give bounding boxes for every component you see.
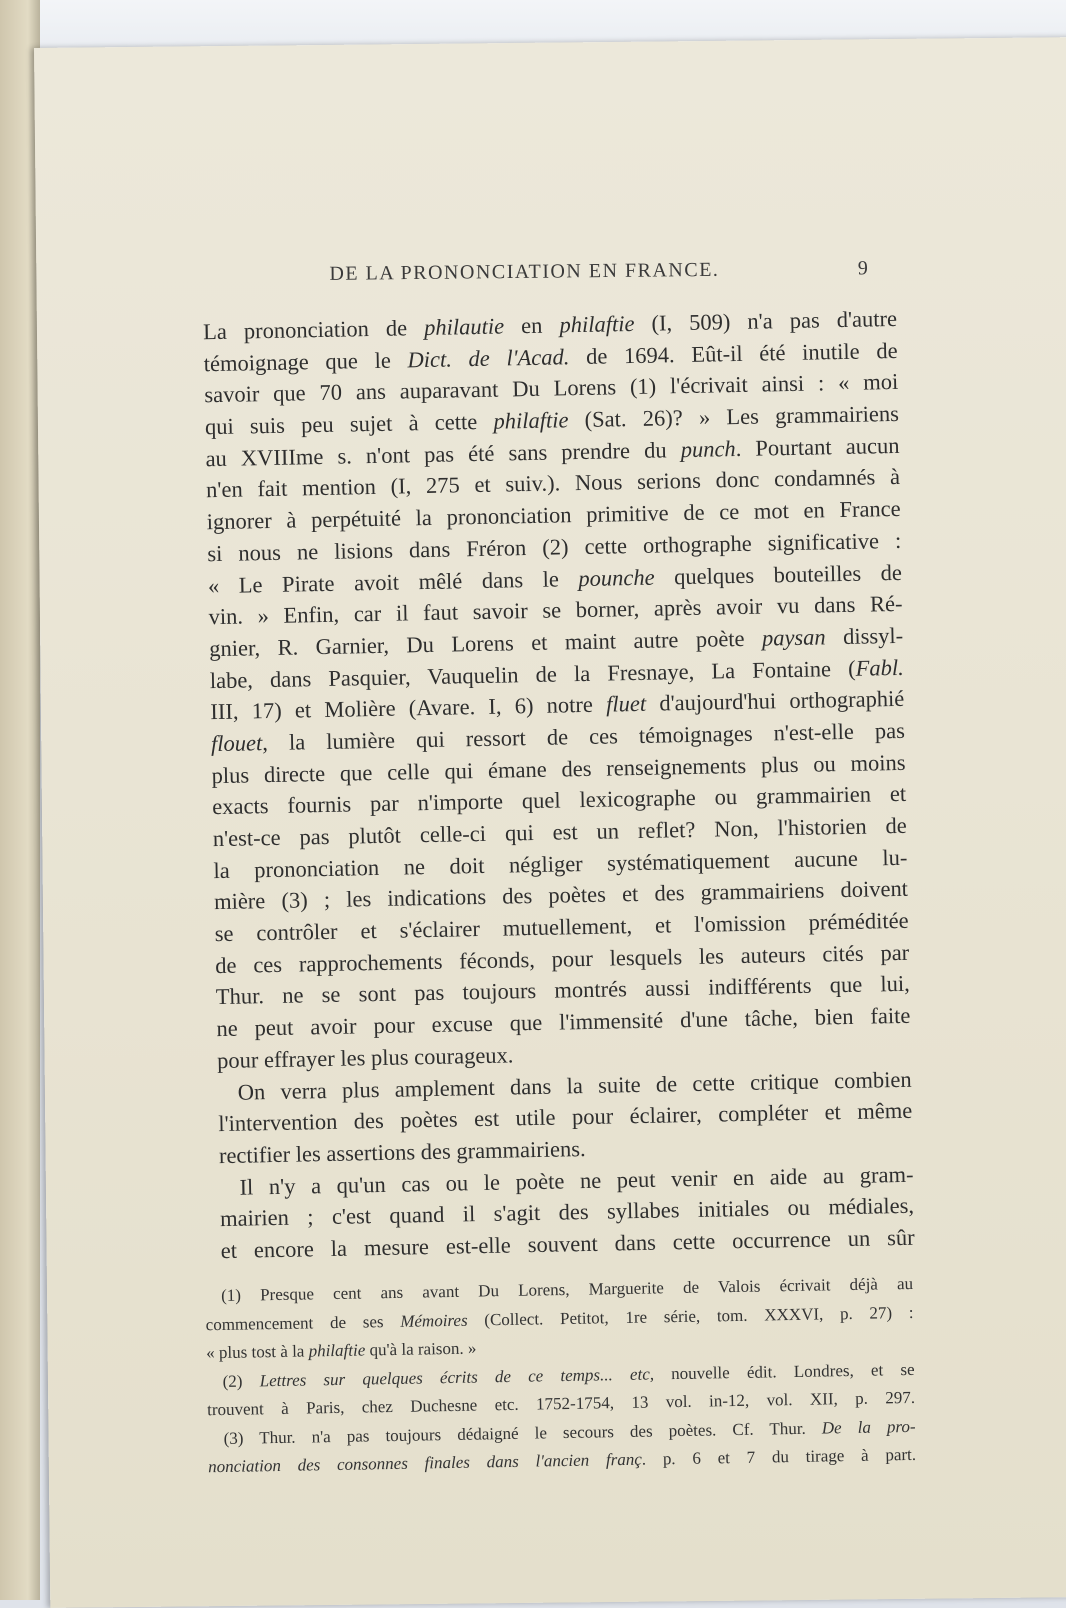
italic-text: punch bbox=[680, 435, 736, 462]
text-run: (2) bbox=[222, 1370, 260, 1391]
text-run: mière (3) ; les indications des poètes et des grammairiens doivent bbox=[213, 876, 909, 915]
text-run: labe, dans Pasquier, Vauquelin de la Fresnaye, La Fontaine ( bbox=[209, 655, 856, 693]
text-run: . Pourtant aucun bbox=[735, 432, 900, 461]
body-text bbox=[203, 303, 915, 1267]
text-run: Thur. ne se sont pas toujours montrés aussi indifférents que lui, bbox=[215, 971, 911, 1010]
footnotes bbox=[205, 1270, 916, 1482]
text-run: ignorer à perpétuité la prononciation primitive de ce mot en France bbox=[206, 496, 901, 535]
text-run: plus directe que celle qui émane des renseignements plus ou moins bbox=[211, 749, 906, 788]
text-run: pour effrayer les plus courageux. bbox=[216, 1042, 514, 1073]
text-run: (Collect. Petitot, 1re série, tom. XXXVI, p. 27) : bbox=[467, 1302, 914, 1330]
italic-text: pounche bbox=[578, 564, 655, 591]
text-run: (Sat. 26)? » Les grammairiens bbox=[568, 400, 900, 433]
text-run: et encore la mesure est-elle souvent dans cette occurrence un sûr bbox=[220, 1224, 915, 1264]
italic-text: nonciation des consonnes finales dans l'ancien franç bbox=[207, 1449, 643, 1477]
text-run: la prononciation ne doit négliger systématiquement aucune lu- bbox=[213, 844, 908, 883]
text-run: exacts fournis par n'importe quel lexicographe ou grammairien et bbox=[212, 781, 907, 820]
italic-text: flouet bbox=[210, 730, 263, 757]
text-run: qu'à la raison. » bbox=[365, 1338, 477, 1360]
facing-page-edge bbox=[0, 0, 40, 1600]
text-run: dissyl- bbox=[825, 622, 904, 650]
text-run: d'aujourd'hui orthographié bbox=[645, 686, 905, 717]
text-run: témoignage que le bbox=[203, 347, 408, 376]
text-run: si nous ne lisions dans Fréron (2) cette orthographe significative : bbox=[207, 527, 902, 567]
text-run: III, 17) et Molière (Avare. I, 6) notre bbox=[210, 691, 607, 725]
text-run: « Le Pirate avoit mêlé dans le bbox=[207, 565, 579, 598]
running-header bbox=[329, 257, 889, 293]
text-run: quelques bouteilles de bbox=[654, 559, 903, 590]
text-run: savoir que 70 ans auparavant Du Lorens (1) l'écrivait ainsi : « moi bbox=[204, 369, 899, 408]
text-run: On verra plus amplement dans la suite de cette critique combien bbox=[237, 1066, 912, 1105]
text-run: (1) Presque cent ans avant Du Lorens, Marguerite de Valois écrivait déjà au bbox=[221, 1273, 914, 1305]
text-run: commencement de ses bbox=[205, 1311, 401, 1334]
text-run: de 1694. Eût-il été inutile de bbox=[569, 337, 898, 369]
italic-text: Fabl. bbox=[855, 654, 904, 681]
text-run: ne peut avoir pour excuse que l'immensité d'une tâche, bien faite bbox=[216, 1002, 911, 1042]
italic-text: paysan bbox=[761, 624, 826, 651]
italic-text: Lettres sur quelques écrits de ce temps... etc, bbox=[259, 1363, 655, 1390]
text-run: n'est-ce pas plutôt celle-ci qui est un reflet? Non, l'historien de bbox=[212, 812, 907, 852]
text-run: , la lumière qui ressort de ces témoignages n'est-elle pas bbox=[262, 717, 906, 756]
italic-text: Mémoires bbox=[400, 1310, 468, 1331]
text-run: (3) Thur. n'a pas toujours dédaigné le secours des poètes. Cf. Thur. bbox=[223, 1418, 822, 1448]
text-run: en bbox=[503, 312, 560, 339]
running-title: DE LA PRONONCIATION EN FRANCE. bbox=[329, 258, 720, 285]
text-run: n'en fait mention (I, 275 et suiv.). Nous serions donc condamnés à bbox=[205, 464, 901, 503]
text-run: « plus tost à la bbox=[205, 1341, 309, 1363]
italic-text: philaftie bbox=[308, 1340, 366, 1361]
italic-text: philautie bbox=[423, 313, 505, 340]
text-run: Il n'y a qu'un cas ou le poète ne peut venir en aide au gram- bbox=[239, 1161, 914, 1200]
text-run: se contrôler et s'éclairer mutuellement, et l'omission préméditée bbox=[214, 907, 909, 947]
italic-text: Dict. de l'Acad. bbox=[407, 343, 570, 373]
page-number: 9 bbox=[857, 257, 870, 280]
italic-text: philaftie bbox=[493, 407, 569, 434]
text-run: de ces rapprochements féconds, pour lesquels les auteurs cités par bbox=[215, 939, 910, 978]
text-run: qui suis peu sujet à cette bbox=[204, 408, 494, 440]
text-run: (I, 509) n'a pas d'autre bbox=[634, 305, 898, 336]
text-run: gnier, R. Garnier, Du Lorens et maint autre poète bbox=[208, 625, 763, 662]
italic-text: fluet bbox=[605, 691, 647, 717]
text-run: trouvent à Paris, chez Duchesne etc. 1752-1754, 13 vol. in-12, vol. XII, p. 297. bbox=[206, 1387, 916, 1420]
text-run: . p. 6 et 7 du tirage à part. bbox=[641, 1444, 917, 1469]
text-run: vin. » Enfin, car il faut savoir se borner, après avoir vu dans Ré- bbox=[208, 591, 903, 630]
text-run: nouvelle édit. Londres, et se bbox=[653, 1359, 915, 1383]
text-run: au XVIIIme s. n'ont pas été sans prendre du bbox=[205, 436, 681, 471]
text-run: La prononciation de bbox=[202, 315, 425, 345]
text-run: l'intervention des poètes est utile pour éclairer, compléter et même bbox=[218, 1097, 913, 1137]
italic-text: philaftie bbox=[559, 310, 635, 338]
text-run: mairien ; c'est quand il s'agit des syllabes initiales ou médiales, bbox=[219, 1193, 915, 1232]
text-run: rectifier les assertions des grammairiens. bbox=[218, 1135, 586, 1168]
book-page bbox=[34, 37, 1066, 1608]
italic-text: De la pro- bbox=[821, 1416, 916, 1438]
